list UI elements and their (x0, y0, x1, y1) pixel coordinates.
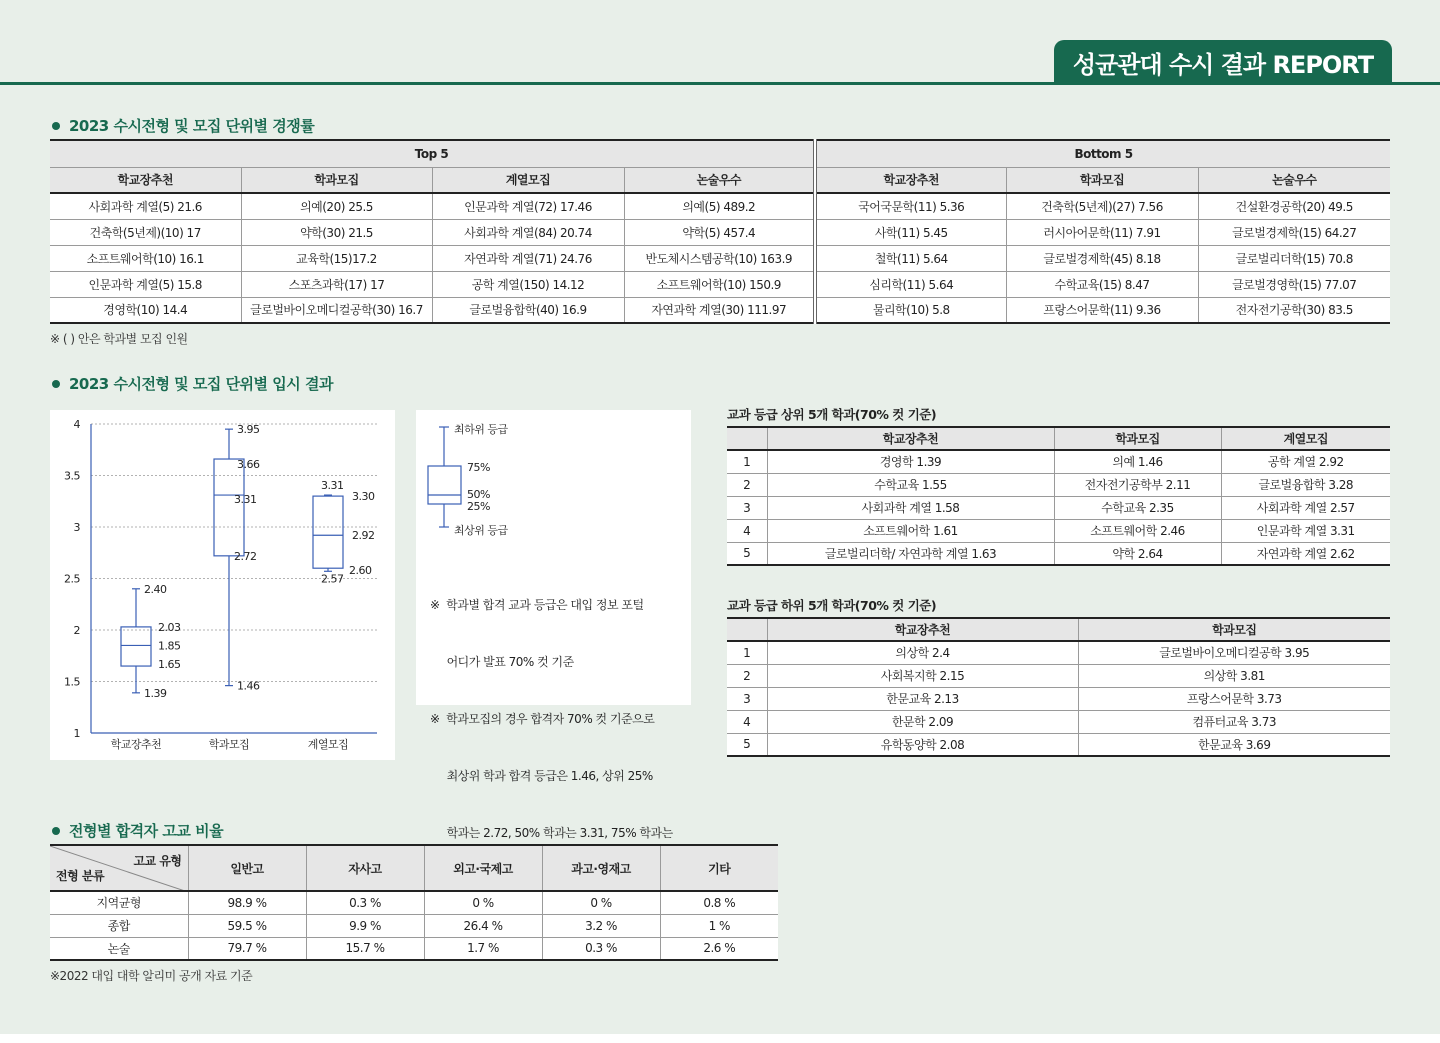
section-competition-title (52, 115, 314, 136)
boxplot-panel (50, 410, 395, 760)
max-label: 3.95 (237, 423, 260, 437)
q1-label: 2.72 (234, 549, 257, 563)
table-row (727, 450, 1390, 473)
median-label: 3.31 (234, 493, 257, 507)
table-cell: 1 (727, 641, 767, 664)
table-row (727, 710, 1390, 733)
table-cell: 글로벌경영학(15) 77.07 (1198, 271, 1390, 297)
table-cell: 전자전기공학(30) 83.5 (1198, 297, 1390, 323)
table-row (50, 271, 1390, 297)
table-cell: 철학(11) 5.64 (815, 245, 1006, 271)
legend-min: 최상위 등급 (454, 524, 508, 537)
column-header: 학과모집 (241, 167, 432, 193)
q3-label: 2.03 (158, 620, 181, 634)
table-cell: 2 (727, 473, 767, 496)
column-header: 과고·영재고 (542, 845, 660, 891)
highschool-ratio-table (50, 844, 778, 961)
bottom-grade-table (727, 617, 1390, 757)
column-header: 논술우수 (624, 167, 815, 193)
bottom5-header: Bottom 5 (815, 140, 1390, 167)
y-tick-label: 2.5 (64, 572, 80, 586)
table-cell: 프랑스어문학(11) 9.36 (1006, 297, 1198, 323)
table-cell: 15.7 % (306, 937, 424, 960)
table-cell: 의예(20) 25.5 (241, 193, 432, 219)
table-cell: 수학교육(15) 8.47 (1006, 271, 1198, 297)
table-cell: 프랑스어문학 3.73 (1078, 687, 1390, 710)
table-cell: 2.6 % (660, 937, 778, 960)
table-cell: 98.9 % (188, 891, 306, 914)
table-cell: 사회복지학 2.15 (767, 664, 1078, 687)
y-tick-label: 1 (73, 727, 80, 740)
table-cell: 약학(30) 21.5 (241, 219, 432, 245)
table-row (50, 297, 1390, 323)
x-category-label: 학교장추천 (110, 738, 162, 751)
legend-note-line: 최상위 학과 합격 등급은 1.46, 상위 25% (430, 769, 653, 783)
table-cell: 5 (727, 733, 767, 756)
legend-q75: 75% (467, 461, 490, 474)
table-cell: 약학(5) 457.4 (624, 219, 815, 245)
table-cell: 2 (727, 664, 767, 687)
table-row (50, 937, 778, 960)
table-cell: 심리학(11) 5.64 (815, 271, 1006, 297)
table-cell: 글로벌바이오메디컬공학 3.95 (1078, 641, 1390, 664)
table-cell: 글로벌경제학(15) 64.27 (1198, 219, 1390, 245)
bullet-icon (52, 827, 60, 835)
bottom-grade-table-title: 교과 등급 하위 5개 학과(70% 컷 기준) (727, 598, 937, 613)
table-cell: 스포츠과학(17) 17 (241, 271, 432, 297)
competition-table (50, 139, 1390, 324)
table-row (727, 473, 1390, 496)
table-cell: 3 (727, 496, 767, 519)
table-cell: 수학교육 1.55 (767, 473, 1054, 496)
table-row (50, 914, 778, 937)
column-header: 학과모집 (1054, 427, 1221, 450)
min-label: 2.57 (321, 572, 344, 586)
table-cell: 3.2 % (542, 914, 660, 937)
table-cell: 사회과학 계열 1.58 (767, 496, 1054, 519)
row-label: 지역균형 (50, 891, 188, 914)
column-header (727, 618, 767, 641)
table-cell: 소프트웨어학(10) 16.1 (50, 245, 241, 271)
boxplot-chart (50, 410, 395, 760)
table-cell: 글로벌바이오메디컬공학(30) 16.7 (241, 297, 432, 323)
table-row (727, 641, 1390, 664)
table-cell: 한문교육 2.13 (767, 687, 1078, 710)
q3-label: 3.66 (237, 458, 260, 472)
column-header: 계열모집 (1221, 427, 1390, 450)
max-label: 2.40 (144, 582, 167, 596)
table-cell: 약학 2.64 (1054, 542, 1221, 565)
table-cell: 1 % (660, 914, 778, 937)
table-row (50, 245, 1390, 271)
table-cell: 공학 계열 2.92 (1221, 450, 1390, 473)
box-2 (214, 459, 244, 556)
corner-header (50, 845, 188, 891)
section-highschool-title (52, 820, 223, 841)
table-cell: 79.7 % (188, 937, 306, 960)
table-cell: 인문과학 계열 3.31 (1221, 519, 1390, 542)
table-cell: 사회과학 계열(5) 21.6 (50, 193, 241, 219)
legend-note-line: 학과는 2.72, 50% 학과는 3.31, 75% 학과는 (430, 826, 673, 840)
row-label: 논술 (50, 937, 188, 960)
box-3 (313, 496, 343, 568)
corner-bottom-label: 전형 분류 (56, 869, 105, 883)
top-grade-table-title: 교과 등급 상위 5개 학과(70% 컷 기준) (727, 407, 937, 422)
y-tick-label: 3.5 (64, 469, 80, 483)
min-label: 1.39 (144, 686, 167, 700)
table-cell: 4 (727, 710, 767, 733)
q1-label: 1.65 (158, 658, 181, 672)
x-category-label: 학과모집 (208, 738, 250, 751)
table-row (727, 733, 1390, 756)
table-row (50, 219, 1390, 245)
bullet-icon (52, 122, 60, 130)
table-cell: 소프트웨어학 1.61 (767, 519, 1054, 542)
table-cell: 한문학 2.09 (767, 710, 1078, 733)
table-cell: 건축학(5년제)(10) 17 (50, 219, 241, 245)
highschool-note: ※2022 대입 대학 알리미 공개 자료 기준 (50, 969, 253, 983)
table-row (727, 687, 1390, 710)
row-label: 종합 (50, 914, 188, 937)
q3-label: 3.30 (352, 490, 375, 504)
box-1 (121, 627, 151, 666)
y-tick-label: 2 (73, 624, 80, 637)
legend-max: 최하위 등급 (454, 423, 508, 436)
column-header: 학과모집 (1078, 618, 1390, 641)
table-cell: 0.3 % (542, 937, 660, 960)
section-highschool-title-text: 전형별 합격자 고교 비율 (69, 822, 224, 840)
table-row (50, 891, 778, 914)
bullet-icon (52, 380, 60, 388)
header-rule (0, 82, 1440, 85)
column-header: 학교장추천 (767, 427, 1054, 450)
table-cell: 59.5 % (188, 914, 306, 937)
table-cell: 사학(11) 5.45 (815, 219, 1006, 245)
table-cell: 건설환경공학(20) 49.5 (1198, 193, 1390, 219)
table-cell: 0.3 % (306, 891, 424, 914)
table-cell: 사회과학 계열 2.57 (1221, 496, 1390, 519)
corner-top-label: 고교 유형 (133, 854, 182, 868)
table-cell: 글로벌융합학 3.28 (1221, 473, 1390, 496)
table-cell: 3 (727, 687, 767, 710)
table-row (50, 193, 1390, 219)
y-tick-label: 3 (73, 521, 80, 534)
max-label: 3.31 (321, 479, 344, 493)
legend-note-line: ※ 학과별 합격 교과 등급은 대입 정보 포털 (430, 598, 644, 612)
table-cell: 글로벌경제학(45) 8.18 (1006, 245, 1198, 271)
bottom-band (0, 1034, 1440, 1043)
column-header: 계열모집 (432, 167, 624, 193)
competition-note: ※ ( ) 안은 학과별 모집 인원 (50, 332, 188, 346)
table-cell: 물리학(10) 5.8 (815, 297, 1006, 323)
q1-label: 2.60 (349, 564, 372, 578)
table-cell: 국어국문학(11) 5.36 (815, 193, 1006, 219)
table-cell: 4 (727, 519, 767, 542)
table-cell: 의상학 2.4 (767, 641, 1078, 664)
table-cell: 0 % (424, 891, 542, 914)
report-title-tab (1054, 40, 1392, 85)
table-cell: 경영학(10) 14.4 (50, 297, 241, 323)
column-header: 학과모집 (1006, 167, 1198, 193)
table-cell: 소프트웨어학(10) 150.9 (624, 271, 815, 297)
top5-header: Top 5 (50, 140, 815, 167)
table-cell: 건축학(5년제)(27) 7.56 (1006, 193, 1198, 219)
table-row (727, 496, 1390, 519)
table-cell: 유학동양학 2.08 (767, 733, 1078, 756)
table-cell: 수학교육 2.35 (1054, 496, 1221, 519)
legend-q50: 50% (467, 488, 490, 501)
table-cell: 반도체시스템공학(10) 163.9 (624, 245, 815, 271)
table-cell: 1 (727, 450, 767, 473)
table-cell: 교육학(15)17.2 (241, 245, 432, 271)
column-header: 자사고 (306, 845, 424, 891)
table-row (727, 519, 1390, 542)
table-cell: 한문교육 3.69 (1078, 733, 1390, 756)
table-row (727, 664, 1390, 687)
table-cell: 러시아어문학(11) 7.91 (1006, 219, 1198, 245)
section-competition-title-text: 2023 수시전형 및 모집 단위별 경쟁률 (69, 117, 315, 135)
table-cell: 0.8 % (660, 891, 778, 914)
table-row (727, 542, 1390, 565)
column-header: 학교장추천 (767, 618, 1078, 641)
table-cell: 인문과학 계열(72) 17.46 (432, 193, 624, 219)
y-tick-label: 1.5 (64, 675, 80, 689)
table-cell: 자연과학 계열(71) 24.76 (432, 245, 624, 271)
y-tick-label: 4 (73, 418, 80, 431)
column-header: 논술우수 (1198, 167, 1390, 193)
x-category-label: 계열모집 (307, 738, 349, 751)
table-cell: 소프트웨어학 2.46 (1054, 519, 1221, 542)
table-cell: 26.4 % (424, 914, 542, 937)
table-cell: 자연과학 계열(30) 111.97 (624, 297, 815, 323)
table-cell: 컴퓨터교육 3.73 (1078, 710, 1390, 733)
section-results-title (52, 373, 333, 394)
table-cell: 1.7 % (424, 937, 542, 960)
column-header: 외고·국제고 (424, 845, 542, 891)
column-header: 학교장추천 (815, 167, 1006, 193)
legend-q25: 25% (467, 500, 490, 513)
table-cell: 경영학 1.39 (767, 450, 1054, 473)
median-label: 2.92 (352, 529, 375, 543)
table-cell: 0 % (542, 891, 660, 914)
column-header: 학교장추천 (50, 167, 241, 193)
table-cell: 글로벌리더학(15) 70.8 (1198, 245, 1390, 271)
legend-note-line: 어디가 발표 70% 컷 기준 (430, 655, 574, 669)
table-cell: 의예 1.46 (1054, 450, 1221, 473)
legend-note-line: ※ 학과모집의 경우 합격자 70% 컷 기준으로 (430, 712, 655, 726)
table-cell: 글로벌리더학/ 자연과학 계열 1.63 (767, 542, 1054, 565)
table-cell: 공학 계열(150) 14.12 (432, 271, 624, 297)
table-cell: 글로벌융합학(40) 16.9 (432, 297, 624, 323)
table-cell: 5 (727, 542, 767, 565)
table-cell: 인문과학 계열(5) 15.8 (50, 271, 241, 297)
min-label: 1.46 (237, 679, 260, 693)
section-results-title-text: 2023 수시전형 및 모집 단위별 입시 결과 (69, 375, 333, 393)
table-cell: 전자전기공학부 2.11 (1054, 473, 1221, 496)
table-cell: 의상학 3.81 (1078, 664, 1390, 687)
table-cell: 9.9 % (306, 914, 424, 937)
median-label: 1.85 (158, 639, 181, 653)
column-header (727, 427, 767, 450)
table-cell: 사회과학 계열(84) 20.74 (432, 219, 624, 245)
table-cell: 의예(5) 489.2 (624, 193, 815, 219)
boxplot-legend-panel (416, 410, 691, 840)
report-title: 성균관대 수시 결과 REPORT (1072, 51, 1374, 79)
column-header: 일반고 (188, 845, 306, 891)
top-grade-table (727, 426, 1390, 566)
column-header: 기타 (660, 845, 778, 891)
table-cell: 자연과학 계열 2.62 (1221, 542, 1390, 565)
